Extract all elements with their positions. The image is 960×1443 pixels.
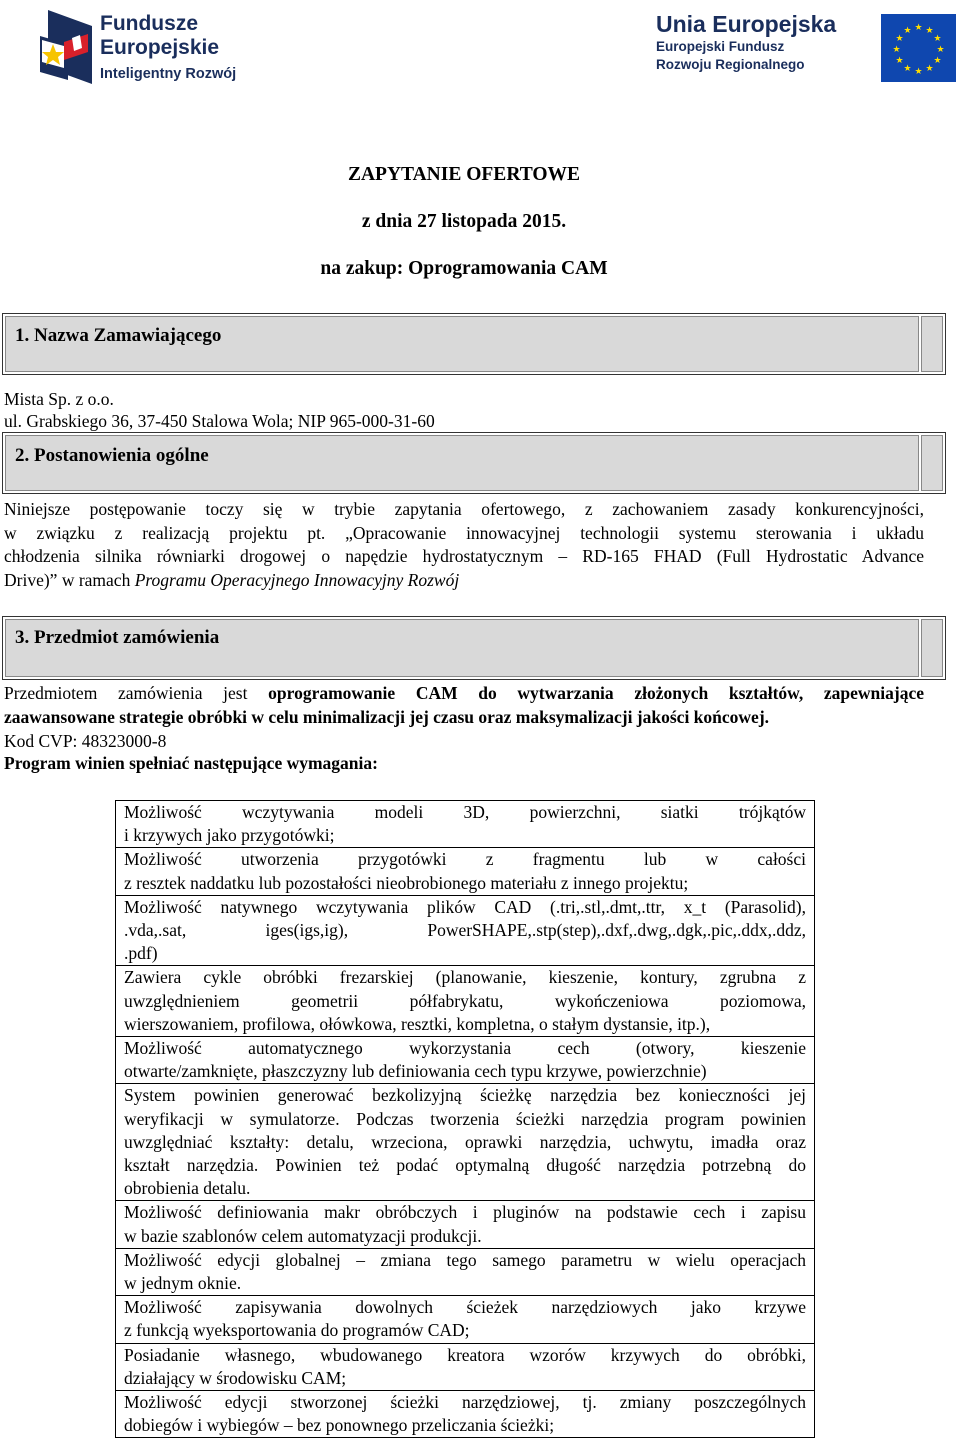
requirement-row — [116, 1296, 814, 1343]
requirement-line: i krzywych jako przygotówki; — [124, 825, 335, 846]
requirement-line: obrobienia detalu. — [124, 1178, 251, 1199]
eu-flag-icon — [881, 14, 956, 82]
order-subject: oprogramowanie CAM do wytwarzania złożonych kształtów, zapewniające — [268, 683, 925, 703]
svg-text:★: ★ — [895, 56, 904, 66]
section-3-header — [2, 616, 946, 680]
fe-logo-line1: Fundusze — [100, 12, 198, 35]
program-name: Programu Operacyjnego Innowacyjny Rozwój — [134, 569, 460, 590]
svg-text:★: ★ — [895, 34, 904, 44]
requirement-line: z funkcją wyeksportowania do programów CAD; — [124, 1320, 470, 1341]
section-2-paragraph — [4, 498, 924, 592]
requirement-line: Posiadanie własnego, wbudowanego kreatora wzorów krzywych do obróbki, — [124, 1344, 806, 1365]
requirements-table — [115, 800, 815, 1438]
requirement-line: dobiegów i wybiegów – bez ponownego przeliczania ścieżki; — [124, 1415, 555, 1436]
fundusze-europejskie-logo — [38, 8, 248, 88]
ue-logo-line2: Europejski Fundusz — [656, 39, 785, 54]
paragraph-line: chłodzenia silnika równiarki drogowej o napędzie hydrostatycznym – RD-165 FHAD (Full Hydrostatic Advance — [4, 546, 924, 567]
requirement-line: działający w środowisku CAM; — [124, 1367, 347, 1388]
requirement-line: uwzględniać kształty: detalu, wrzeciona, oprawki narzędzia, uchwytu, imadła oraz — [124, 1131, 806, 1152]
requirement-line: Możliwość edycji stworzonej ścieżki narzędziowej, tj. zmiany poszczególnych — [124, 1392, 806, 1413]
requirement-row — [116, 1249, 814, 1296]
requirement-row — [116, 966, 814, 1037]
requirement-line: wierszowaniem, profilowa, ołówkowa, resztki, kompletna, o stałym dystansie, itp.), — [124, 1013, 711, 1034]
requirement-line: .pdf) — [124, 943, 158, 964]
section-1-title: 1. Nazwa Zamawiającego — [15, 325, 222, 346]
requirement-line: Możliwość edycji globalnej – zmiana tego samego parametru w wielu operacjach — [124, 1249, 806, 1270]
requirement-line: Możliwość natywnego wczytywania plików CAD (.tri,.stl,.dmt,.ttr, x_t (Parasolid), — [124, 896, 806, 917]
company-address: ul. Grabskiego 36, 37-450 Stalowa Wola; NIP 965-000-31-60 — [4, 411, 435, 431]
fe-logo-line3: Inteligentny Rozwój — [100, 66, 237, 82]
requirement-line: w bazie szablonów celem automatyzacji produkcji. — [124, 1225, 482, 1246]
requirement-line: Zawiera cykle obróbki frezarskiej (planowanie, kieszenie, kontury, zgrubna z — [124, 967, 806, 988]
requirement-line: w jednym oknie. — [124, 1273, 242, 1294]
svg-text:★: ★ — [903, 64, 912, 74]
unia-europejska-logo — [656, 10, 956, 84]
section-2-title: 2. Postanowienia ogólne — [15, 445, 209, 466]
svg-text:★: ★ — [914, 23, 923, 33]
requirement-line: kształt narzędzia. Powinien też podać optymalną długość narzędzia potrzebną do — [124, 1155, 806, 1176]
requirement-line: weryfikacji w symulatorze. Podczas tworzenia ścieżki narzędzia program powinien — [124, 1108, 806, 1129]
paragraph-text: Drive)” w ramach — [4, 569, 135, 590]
document-subject: na zakup: Oprogramowania CAM — [320, 258, 608, 279]
requirement-row — [116, 896, 814, 967]
fe-logo-line2: Europejskie — [100, 36, 220, 59]
paragraph-line: w związku z realizacją projektu pt. „Opracowanie innowacyjnej technologii systemu sterowania i układu — [4, 522, 924, 543]
section-2-header — [2, 432, 946, 494]
paragraph-text: Przedmiotem zamówienia jest — [4, 683, 269, 703]
requirement-line: uwzględnieniem geometrii półfabrykatu, wykończeniowa poziomowa, — [124, 990, 806, 1011]
document-title: ZAPYTANIE OFERTOWE — [347, 164, 581, 185]
requirement-row — [116, 801, 814, 848]
requirement-row — [116, 1037, 814, 1084]
requirement-line: Możliwość definiowania makr obróbczych i pluginów na podstawie cech i zapisu — [124, 1202, 806, 1223]
requirement-line: z resztek naddatku lub pozostałości nieobrobionego materiału z innego projektu; — [124, 872, 689, 893]
requirements-heading: Program winien spełniać następujące wymagania: — [4, 753, 378, 773]
order-subject-cont: zaawansowane strategie obróbki w celu minimalizacji jej czasu oraz maksymalizacji jakości końcowej. — [4, 706, 770, 727]
fe-emblem-icon — [38, 8, 94, 86]
ue-logo-line3: Rozwoju Regionalnego — [656, 57, 805, 72]
requirement-line: Możliwość automatycznego wykorzystania cech (otwory, kieszenie — [124, 1038, 806, 1059]
svg-text:★: ★ — [933, 34, 942, 44]
ue-logo-line1: Unia Europejska — [656, 11, 837, 37]
svg-text:★: ★ — [914, 67, 923, 77]
paragraph-line — [4, 706, 924, 730]
section-3-paragraph — [4, 682, 924, 729]
requirement-row — [116, 1201, 814, 1248]
document-date: z dnia 27 listopada 2015. — [361, 211, 567, 232]
svg-text:★: ★ — [936, 45, 945, 55]
requirement-row — [116, 1391, 814, 1437]
cvp-code: Kod CVP: 48323000-8 — [4, 731, 167, 751]
paragraph-line: Niniejsze postępowanie toczy się w trybie zapytania ofertowego, z zachowaniem zasady konkurencyjności, — [4, 499, 924, 519]
requirement-line: System powinien generować bezkolizyjną ścieżkę narzędzia bez konieczności jej — [124, 1085, 806, 1106]
requirement-row — [116, 848, 814, 895]
svg-text:★: ★ — [892, 45, 901, 55]
svg-text:★: ★ — [925, 26, 934, 36]
requirement-line: Możliwość zapisywania dowolnych ścieżek narzędziowych jako krzywe — [124, 1297, 806, 1318]
paragraph-line — [4, 569, 924, 593]
requirement-row — [116, 1084, 814, 1201]
svg-text:★: ★ — [903, 26, 912, 36]
svg-text:★: ★ — [933, 56, 942, 66]
svg-text:★: ★ — [925, 64, 934, 74]
paragraph-line — [4, 682, 924, 706]
section-1-header — [2, 313, 946, 375]
requirement-line: .vda,.sat, iges(igs,ig), PowerSHAPE,.stp(step),.dxf,.dwg,.dgk,.pic,.ddx,.ddz, — [124, 920, 806, 941]
requirement-row — [116, 1344, 814, 1391]
requirement-line: otwarte/zamknięte, płaszczyzny lub definiowania cech typu krzywe, powierzchnie) — [124, 1061, 707, 1082]
requirement-line: Możliwość utworzenia przygotówki z fragmentu lub w całości — [124, 849, 806, 870]
company-name: Mista Sp. z o.o. — [4, 389, 114, 409]
requirement-line: Możliwość wczytywania modeli 3D, powierzchni, siatki trójkątów — [124, 802, 806, 822]
section-3-title: 3. Przedmiot zamówienia — [15, 627, 220, 648]
